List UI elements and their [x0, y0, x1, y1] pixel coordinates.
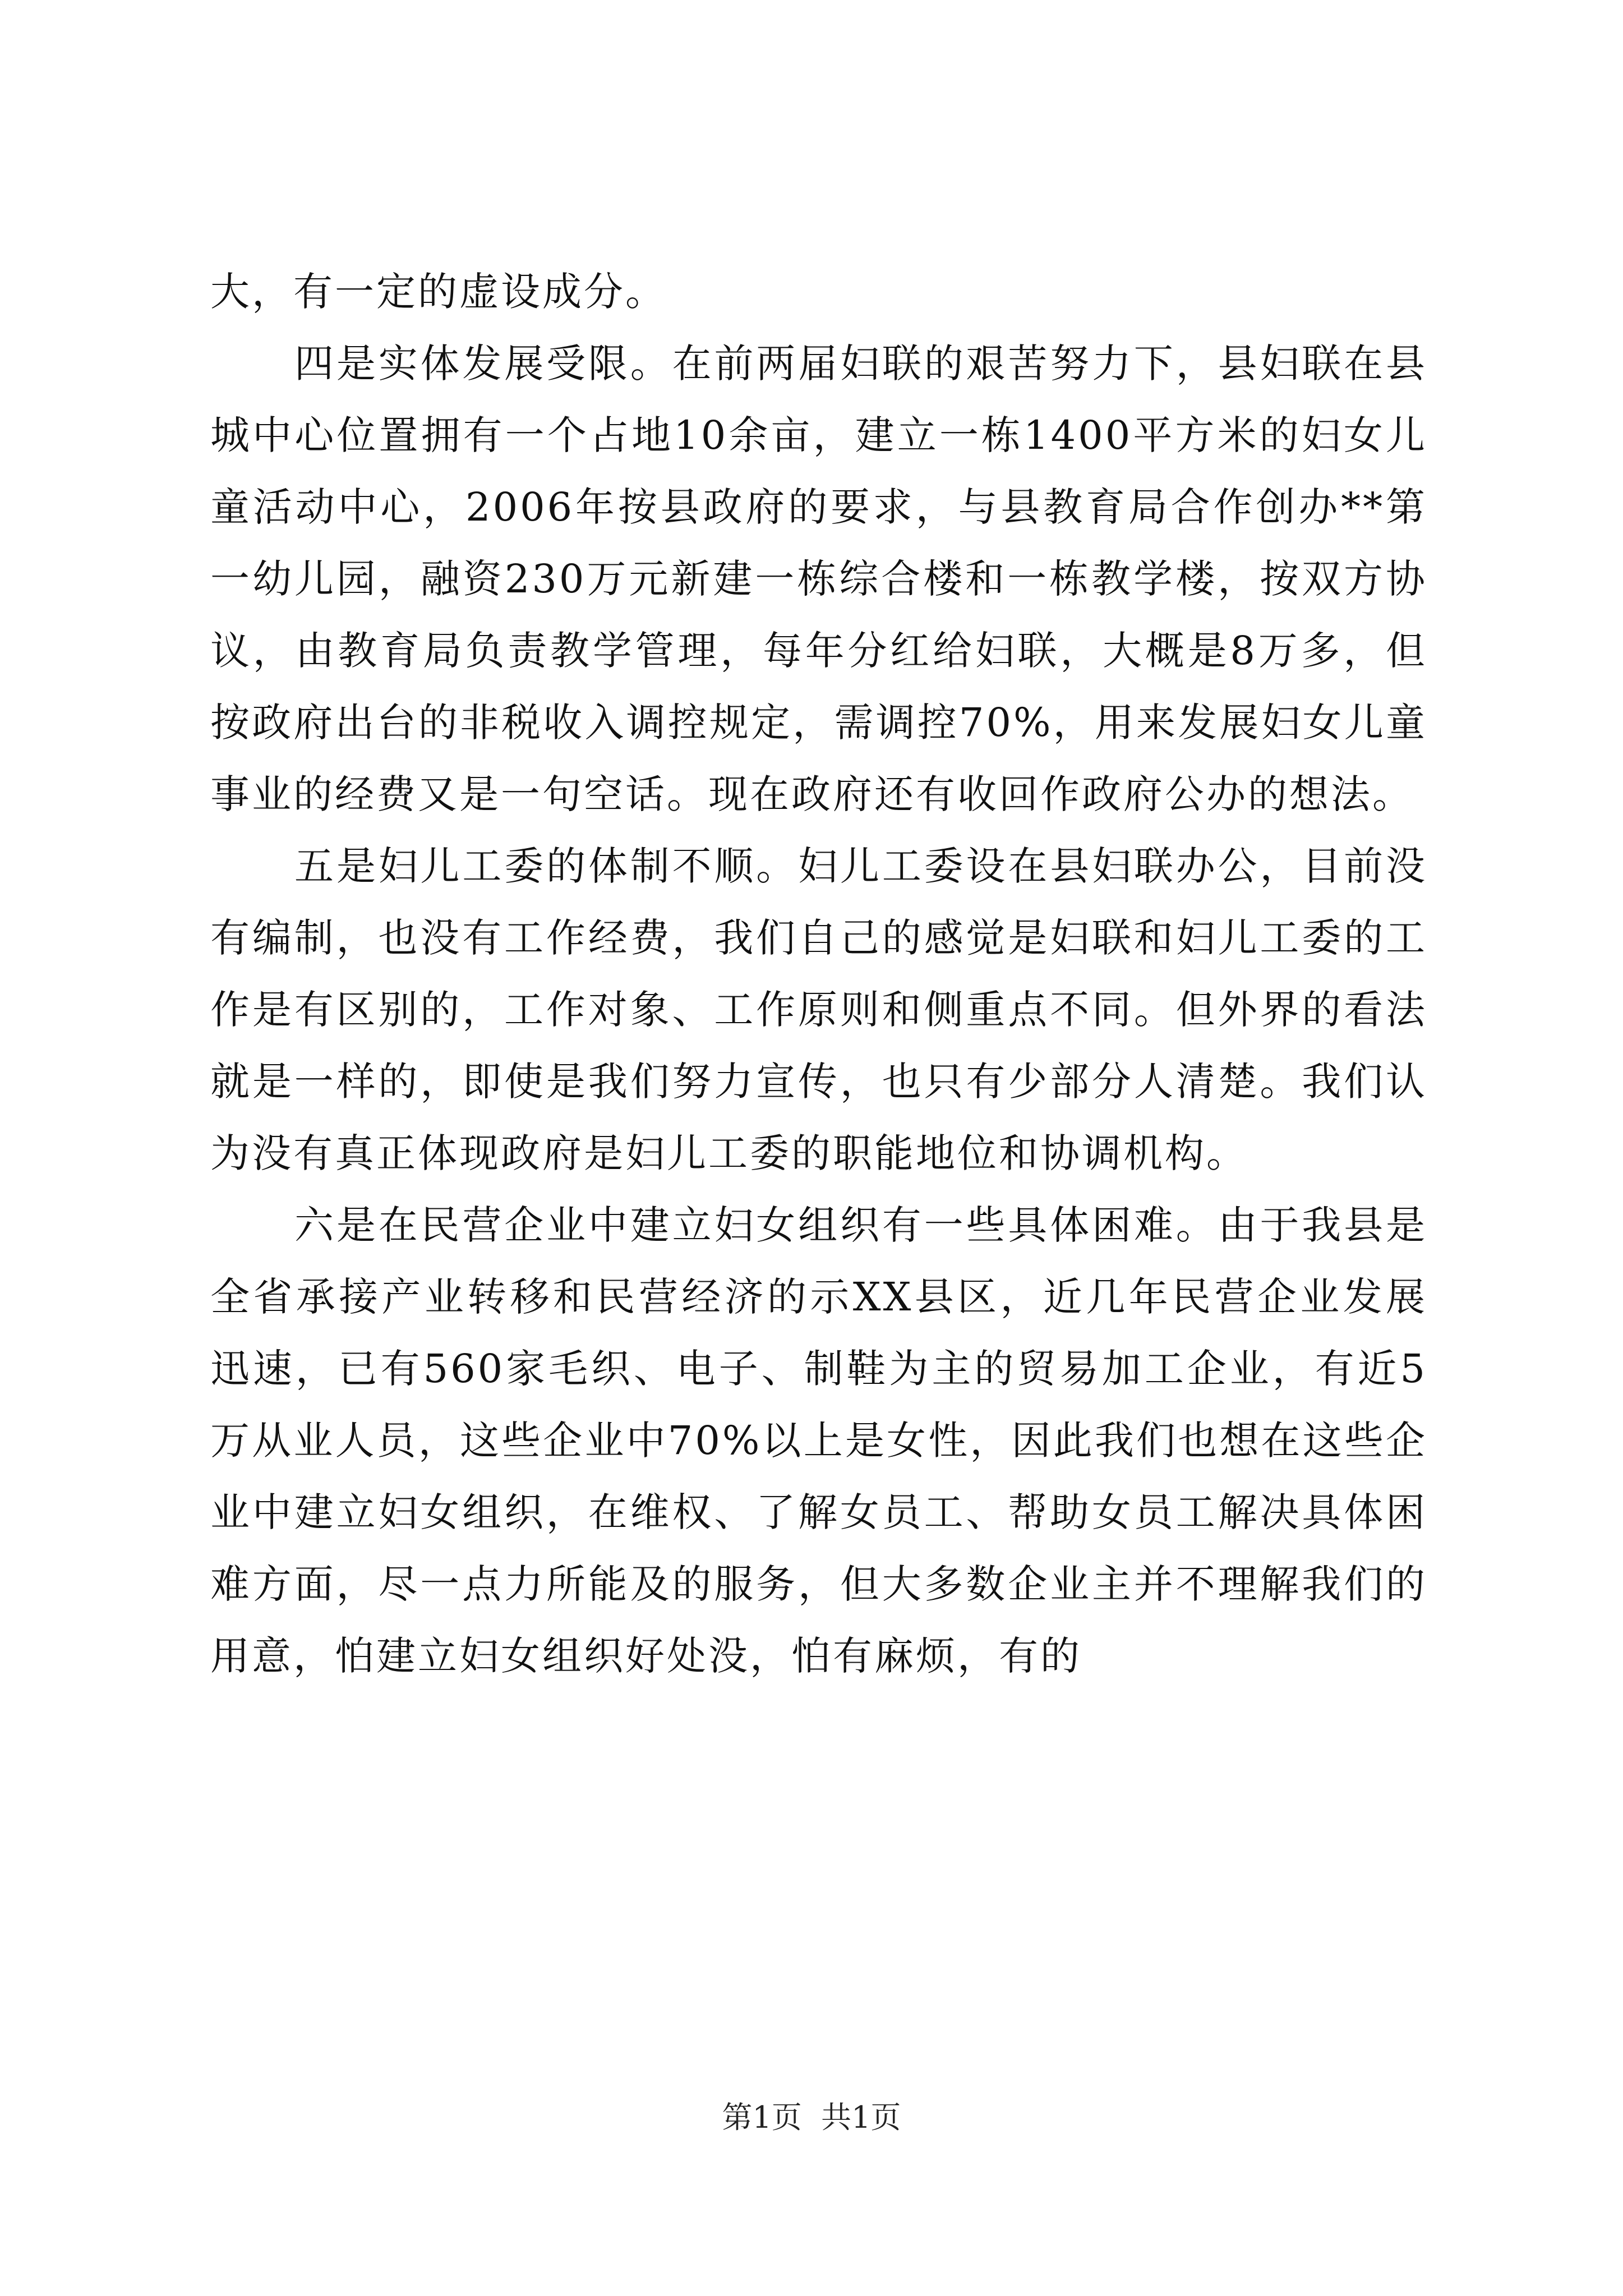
paragraph-continuation: 大，有一定的虚设成分。 — [210, 269, 667, 315]
paragraph-point-six: 六是在民营企业中建立妇女组织有一些具体困难。由于我县是全省承接产业转移和民营经济的示XX县区，近几年民营企业发展迅速，已有560家毛织、电子、制鞋为主的贸易加工企业，有近5万从业人员，这些企业中70%以上是女性，因此我们也想在这些企业中建立妇女组织，在维权、了解女员工、帮助女员工解决具体困难方面，尽一点力所能及的服务，但大多数企业主并不理解我们的用意，怕建立妇女组织好处没，怕有麻烦，有的 — [210, 1202, 1427, 1679]
document-body — [210, 256, 1427, 1692]
paragraph-point-four: 四是实体发展受限。在前两届妇联的艰苦努力下，县妇联在县城中心位置拥有一个占地10余亩，建立一栋1400平方米的妇女儿童活动中心，2006年按县政府的要求，与县教育局合作创办**第一幼儿园，融资230万元新建一栋综合楼和一栋教学楼，按双方协议，由教育局负责教学管理，每年分红给妇联，大概是8万多，但按政府出台的非税收入调控规定，需调控70%，用来发展妇女儿童事业的经费又是一句空话。现在政府还有收回作政府公办的想法。 — [210, 341, 1427, 817]
paragraph-point-five: 五是妇儿工委的体制不顺。妇儿工委设在县妇联办公，目前没有编制，也没有工作经费，我们自己的感觉是妇联和妇儿工委的工作是有区别的，工作对象、工作原则和侧重点不同。但外界的看法就是一样的，即使是我们努力宣传，也只有少部分人清楚。我们认为没有真正体现政府是妇儿工委的职能地位和协调机构。 — [210, 843, 1427, 1176]
page-number-label: 第1页 共1页 — [722, 2100, 901, 2135]
page-footer — [0, 2098, 1623, 2137]
